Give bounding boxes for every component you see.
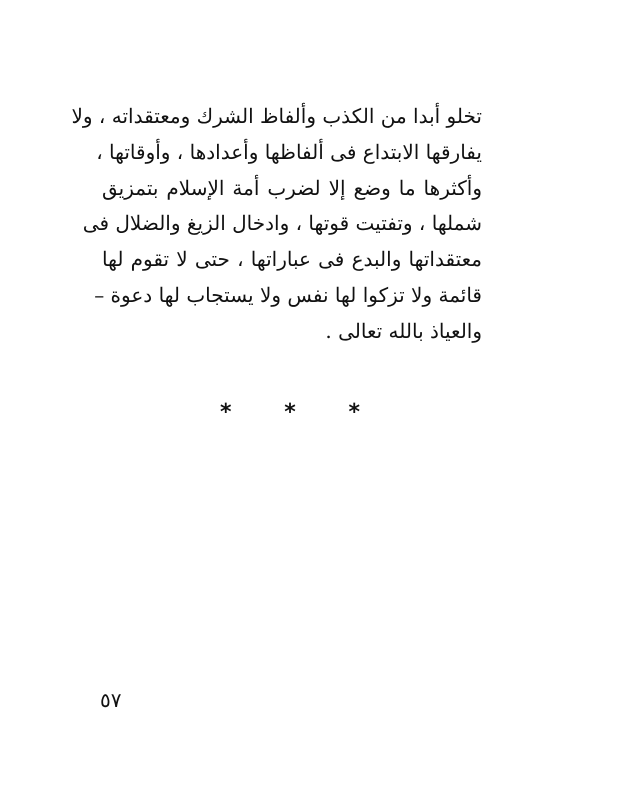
text-line-1: تخلو أبدا من الكذب وألفاظ الشرك ومعتقداته ، ولا [71,104,482,128]
asterisk-icon: * [284,400,296,425]
text-line-5: معتقداتها والبدع فى عباراتها ، حتى لا تقوم لها [102,247,482,272]
text-line-6: قائمة ولا تزكوا لها نفس ولا يستجاب لها دعوة – [94,282,482,307]
paragraph [71,99,482,350]
text-line-2: يفارقها الابتداع فى ألفاظها وأعدادها ، وأوقاتها ، [96,139,482,164]
text-line-7: والعياذ بالله تعالى . [325,318,482,343]
asterisk-icon: * [220,400,232,425]
section-separator [220,398,360,428]
asterisk-icon: * [348,400,360,425]
page-number: ٥٧ [100,688,122,712]
text-line-3: وأكثرها ما وضع إلا لضرب أمة الإسلام بتمزيق [102,175,482,200]
text-line-4: شملها ، وتفتيت قوتها ، وادخال الزيغ والضلال فى [82,211,482,236]
